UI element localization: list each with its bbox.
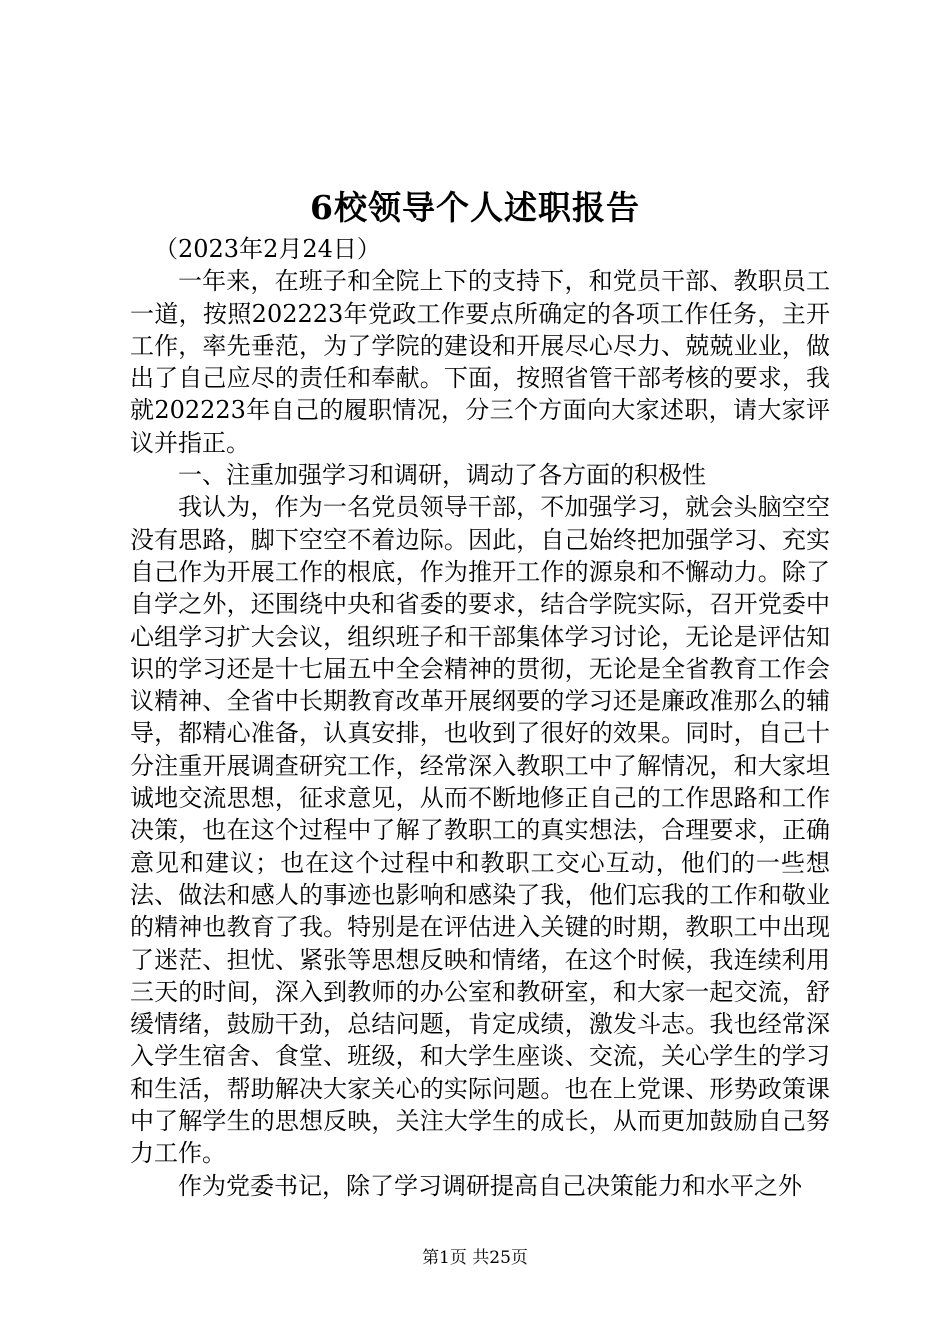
date-line: （2023年2月24日） [154,235,381,263]
section-heading-1: 一、注重加强学习和调研，调动了各方面的积极性 [178,461,706,490]
document-body [130,233,830,1202]
paragraph-intro: 一年来，在班子和全院上下的支持下，和党员干部、教职员工一道，按照202223年党政工作要点所确定的各项工作任务，主开工作，率先垂范，为了学院的建设和开展尽心尽力、兢兢业业，做出了自己应尽的责任和奉献。下面，按照省管干部考核的要求，我就202223年自己的履职情况，分三个方面向大家述职，请大家评议并指正。 [130,267,830,457]
paragraph-study: 我认为，作为一名党员领导干部，不加强学习，就会头脑空空没有思路，脚下空空不着边际。因此，自己始终把加强学习、充实自己作为开展工作的根底，作为推开工作的源泉和不懈动力。除了自学之外，还围绕中央和省委的要求，结合学院实际，召开党委中心组学习扩大会议，组织班子和干部集体学习讨论，无论是评估知识的学习还是十七届五中全会精神的贯彻，无论是全省教育工作会议精神、全省中长期教育改革开展纲要的学习还是廉政准那么的辅导，都精心准备，认真安排，也收到了很好的效果。同时，自己十分注重开展调查研究工作，经常深入教职工中了解情况，和大家坦诚地交流思想，征求意见，从而不断地修正自己的工作思路和工作决策，也在这个过程中了解了教职工的真实想法，合理要求，正确意见和建议；也在这个过程中和教职工交心互动，他们的一些想法、做法和感人的事迹也影响和感染了我，他们忘我的工作和敬业的精神也教育了我。特别是在评估进入关键的时期，教职工中出现了迷茫、担忧、紧张等思想反映和情绪，在这个时候，我连续利用三天的时间，深入到教师的办公室和教研室，和大家一起交流，舒缓情绪，鼓励干劲，总结问题，肯定成绩，激发斗志。我也经常深入学生宿舍、食堂、班级，和大学生座谈、交流，关心学生的学习和生活，帮助解决大家关心的实际问题。也在上党课、形势政策课中了解学生的思想反映，关注大学生的成长，从而更加鼓励自己努力工作。 [130,493,830,1168]
page-footer: 第1页 共25页 [422,1248,528,1268]
document-title: 6校领导个人述职报告 [310,188,640,227]
paragraph-party-secretary: 作为党委书记，除了学习调研提高自己决策能力和水平之外 [178,1171,802,1200]
